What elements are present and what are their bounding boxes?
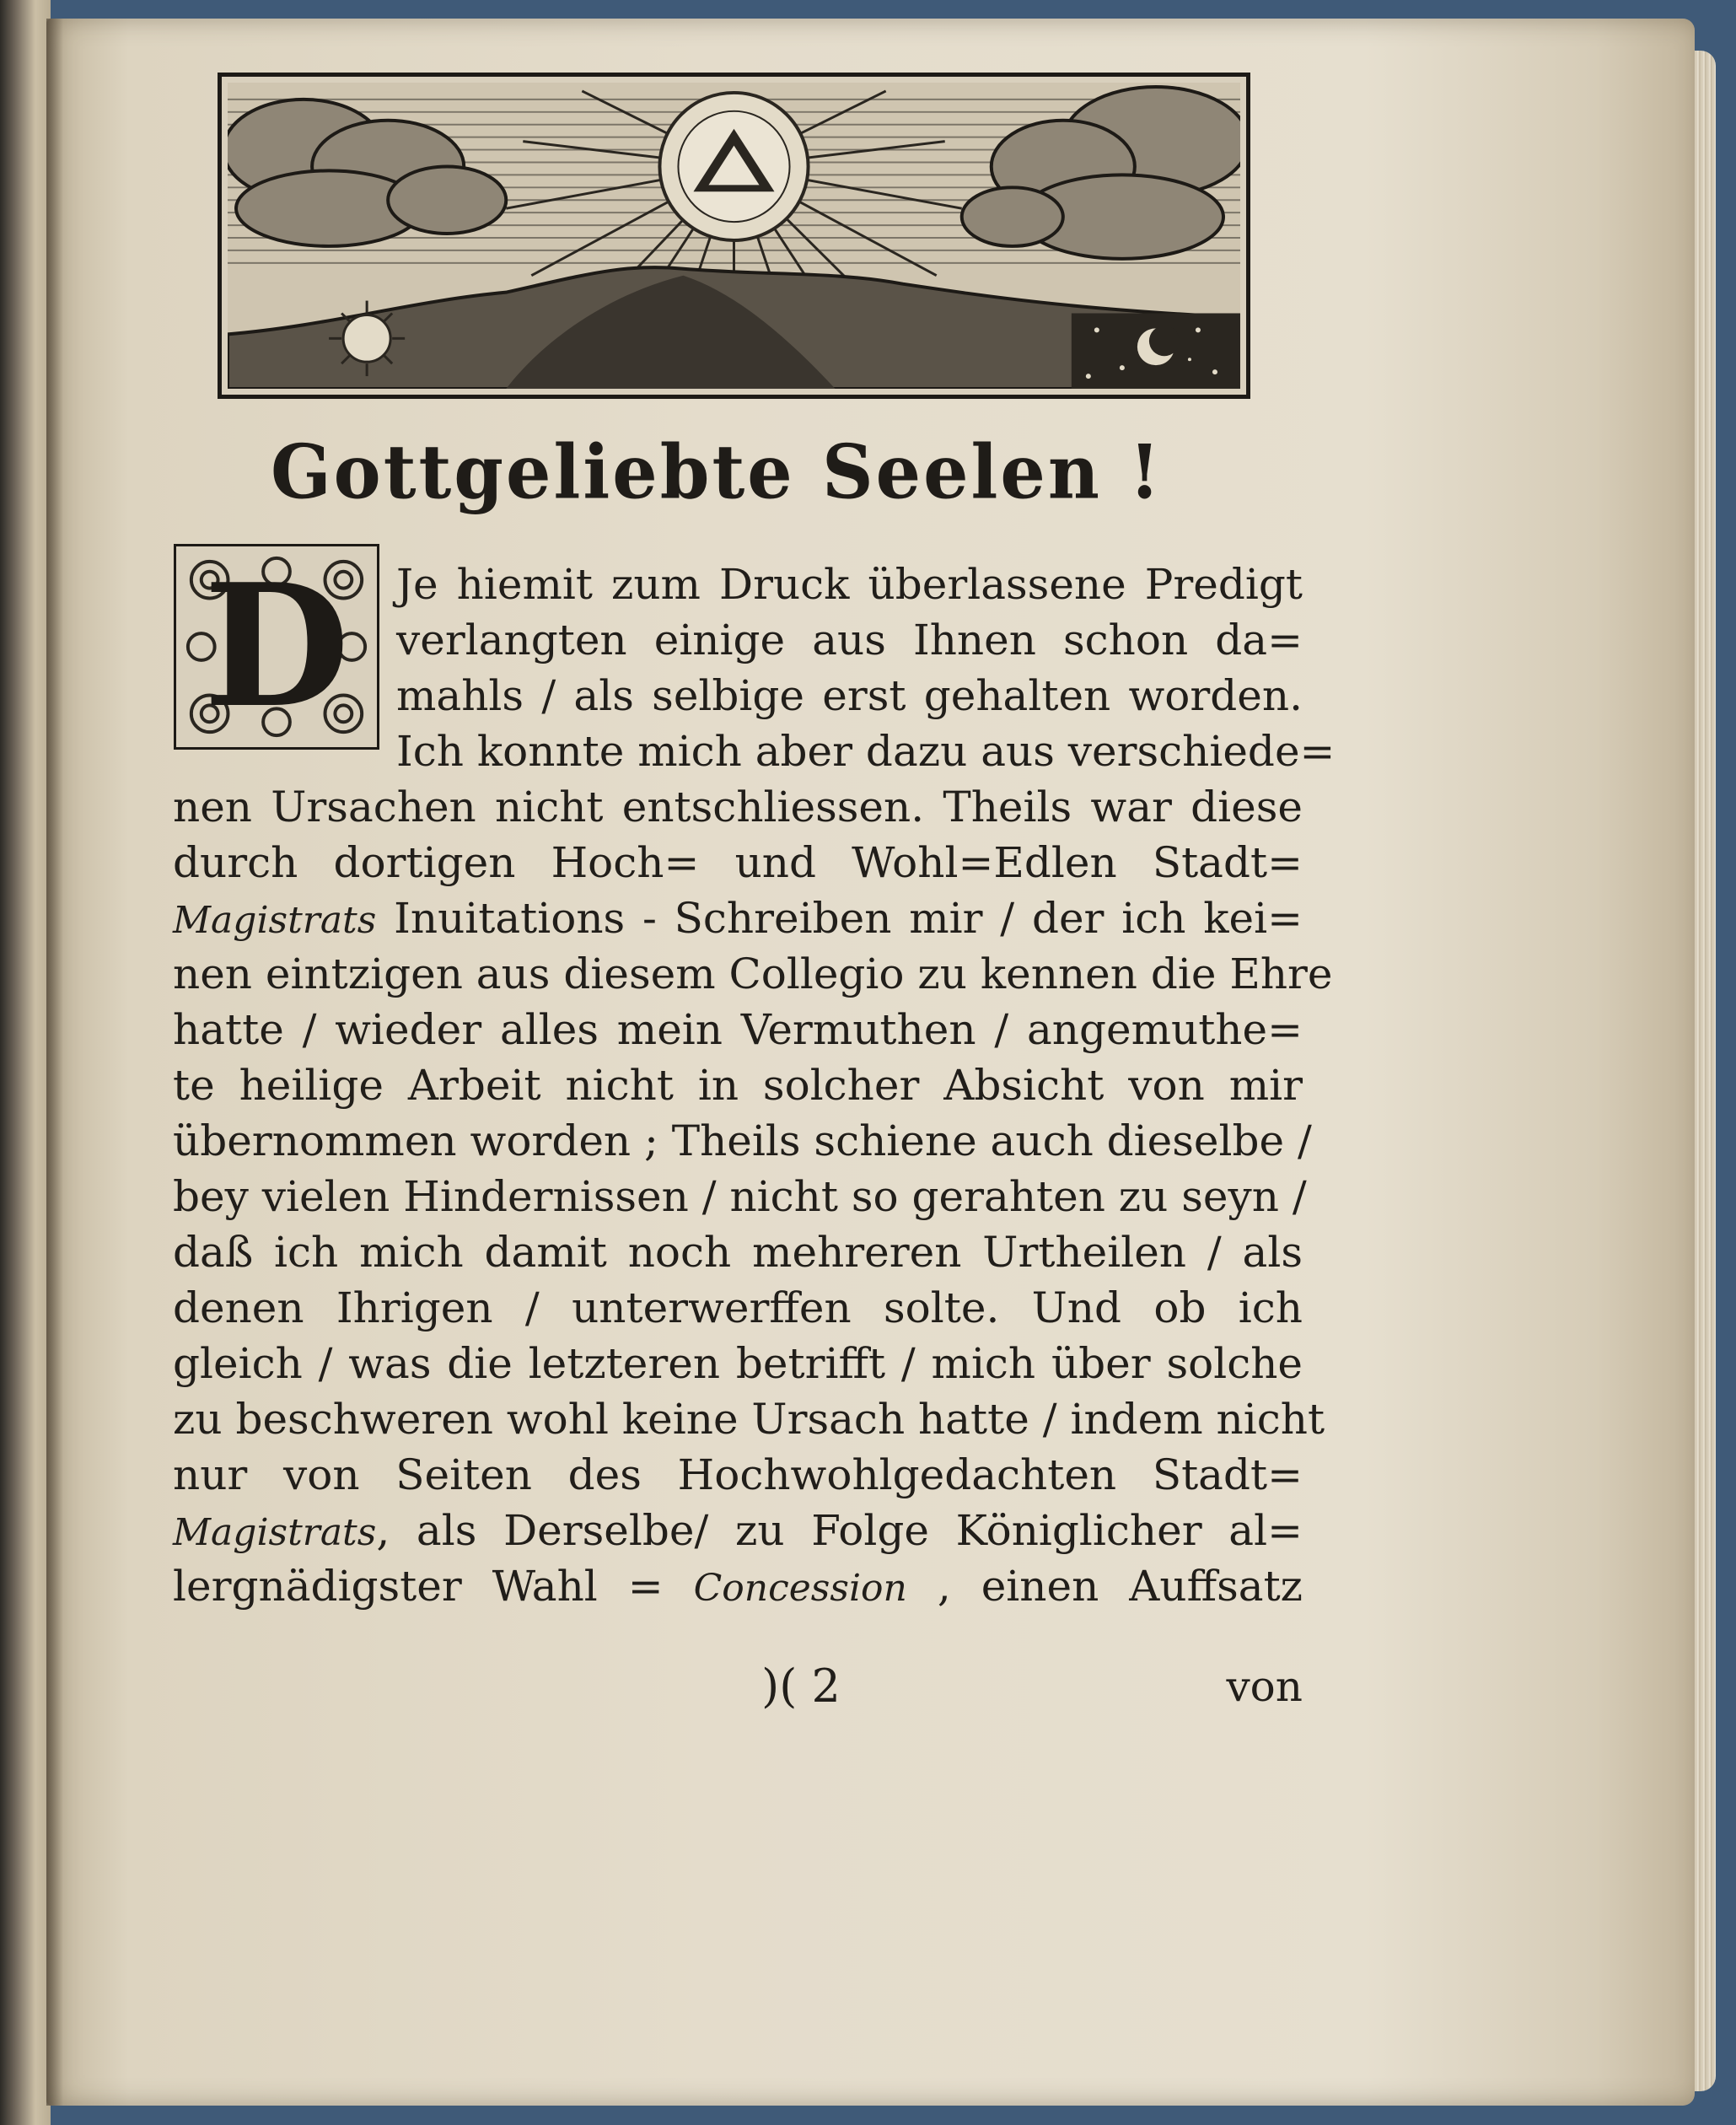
text-line: nur von Seiten des Hochwohlgedachten Stadt= (173, 1450, 1303, 1499)
text-line (173, 1503, 1303, 1558)
signature-mark: )( 2 (761, 1660, 841, 1713)
italic-word: Magistrats (173, 899, 377, 942)
line-rest: Inuitations - Schreiben mir / der ich kei= (394, 894, 1303, 943)
text-line: zu beschweren wohl keine Ursach hatte / indem nicht (173, 1395, 1325, 1444)
text-line: Ich konnte mich aber dazu aus verschiede= (396, 727, 1336, 776)
initial-letter: D (203, 547, 350, 745)
text-line (173, 1558, 1303, 1614)
text-line: te heilige Arbeit nicht in solcher Absicht von mir (173, 1061, 1303, 1110)
text-line: nen eintzigen aus diesem Collegio zu kennen die Ehre (173, 950, 1333, 998)
italic-word: Magistrats (173, 1511, 377, 1554)
line-rest: , als Derselbe/ zu Folge Königlicher al= (376, 1506, 1303, 1555)
catchword: von (1226, 1662, 1303, 1711)
woodcut-headpiece (218, 73, 1250, 399)
text-line: gleich / was die letzteren betrifft / mich über solche (173, 1339, 1303, 1388)
facing-page-edge (0, 0, 51, 2125)
text-line: übernommen worden ; Theils schiene auch dieselbe / (173, 1116, 1312, 1165)
line-rest: , einen Auffsatz (937, 1562, 1303, 1611)
text-line (173, 890, 1303, 946)
salutation-heading: Gottgeliebte Seelen ! (270, 428, 1164, 516)
text-line: durch dortigen Hoch= und Wohl=Edlen Stadt= (173, 838, 1303, 887)
text-line: verlangten einige aus Ihnen schon da= (396, 616, 1303, 664)
woodcut-illustration (228, 83, 1240, 389)
italic-word: Concession (693, 1567, 907, 1610)
book-gutter-shadow (46, 19, 63, 2106)
text-line: daß ich mich damit noch mehreren Urtheilen / als (173, 1228, 1303, 1277)
text-line: mahls / als selbige erst gehalten worden. (396, 671, 1303, 720)
decorated-initial (174, 544, 379, 750)
text-line: hatte / wieder alles mein Vermuthen / angemuthe= (173, 1005, 1303, 1054)
line-start: lergnädigster Wahl = (173, 1562, 664, 1611)
text-line: bey vielen Hindernissen / nicht so gerahten zu seyn / (173, 1172, 1307, 1221)
text-line: nen Ursachen nicht entschliessen. Theils war diese (173, 783, 1303, 831)
text-line: Je hiemit zum Druck überlassene Predigt (396, 560, 1303, 609)
text-line: denen Ihrigen / unterwerffen solte. Und ob ich (173, 1283, 1303, 1332)
